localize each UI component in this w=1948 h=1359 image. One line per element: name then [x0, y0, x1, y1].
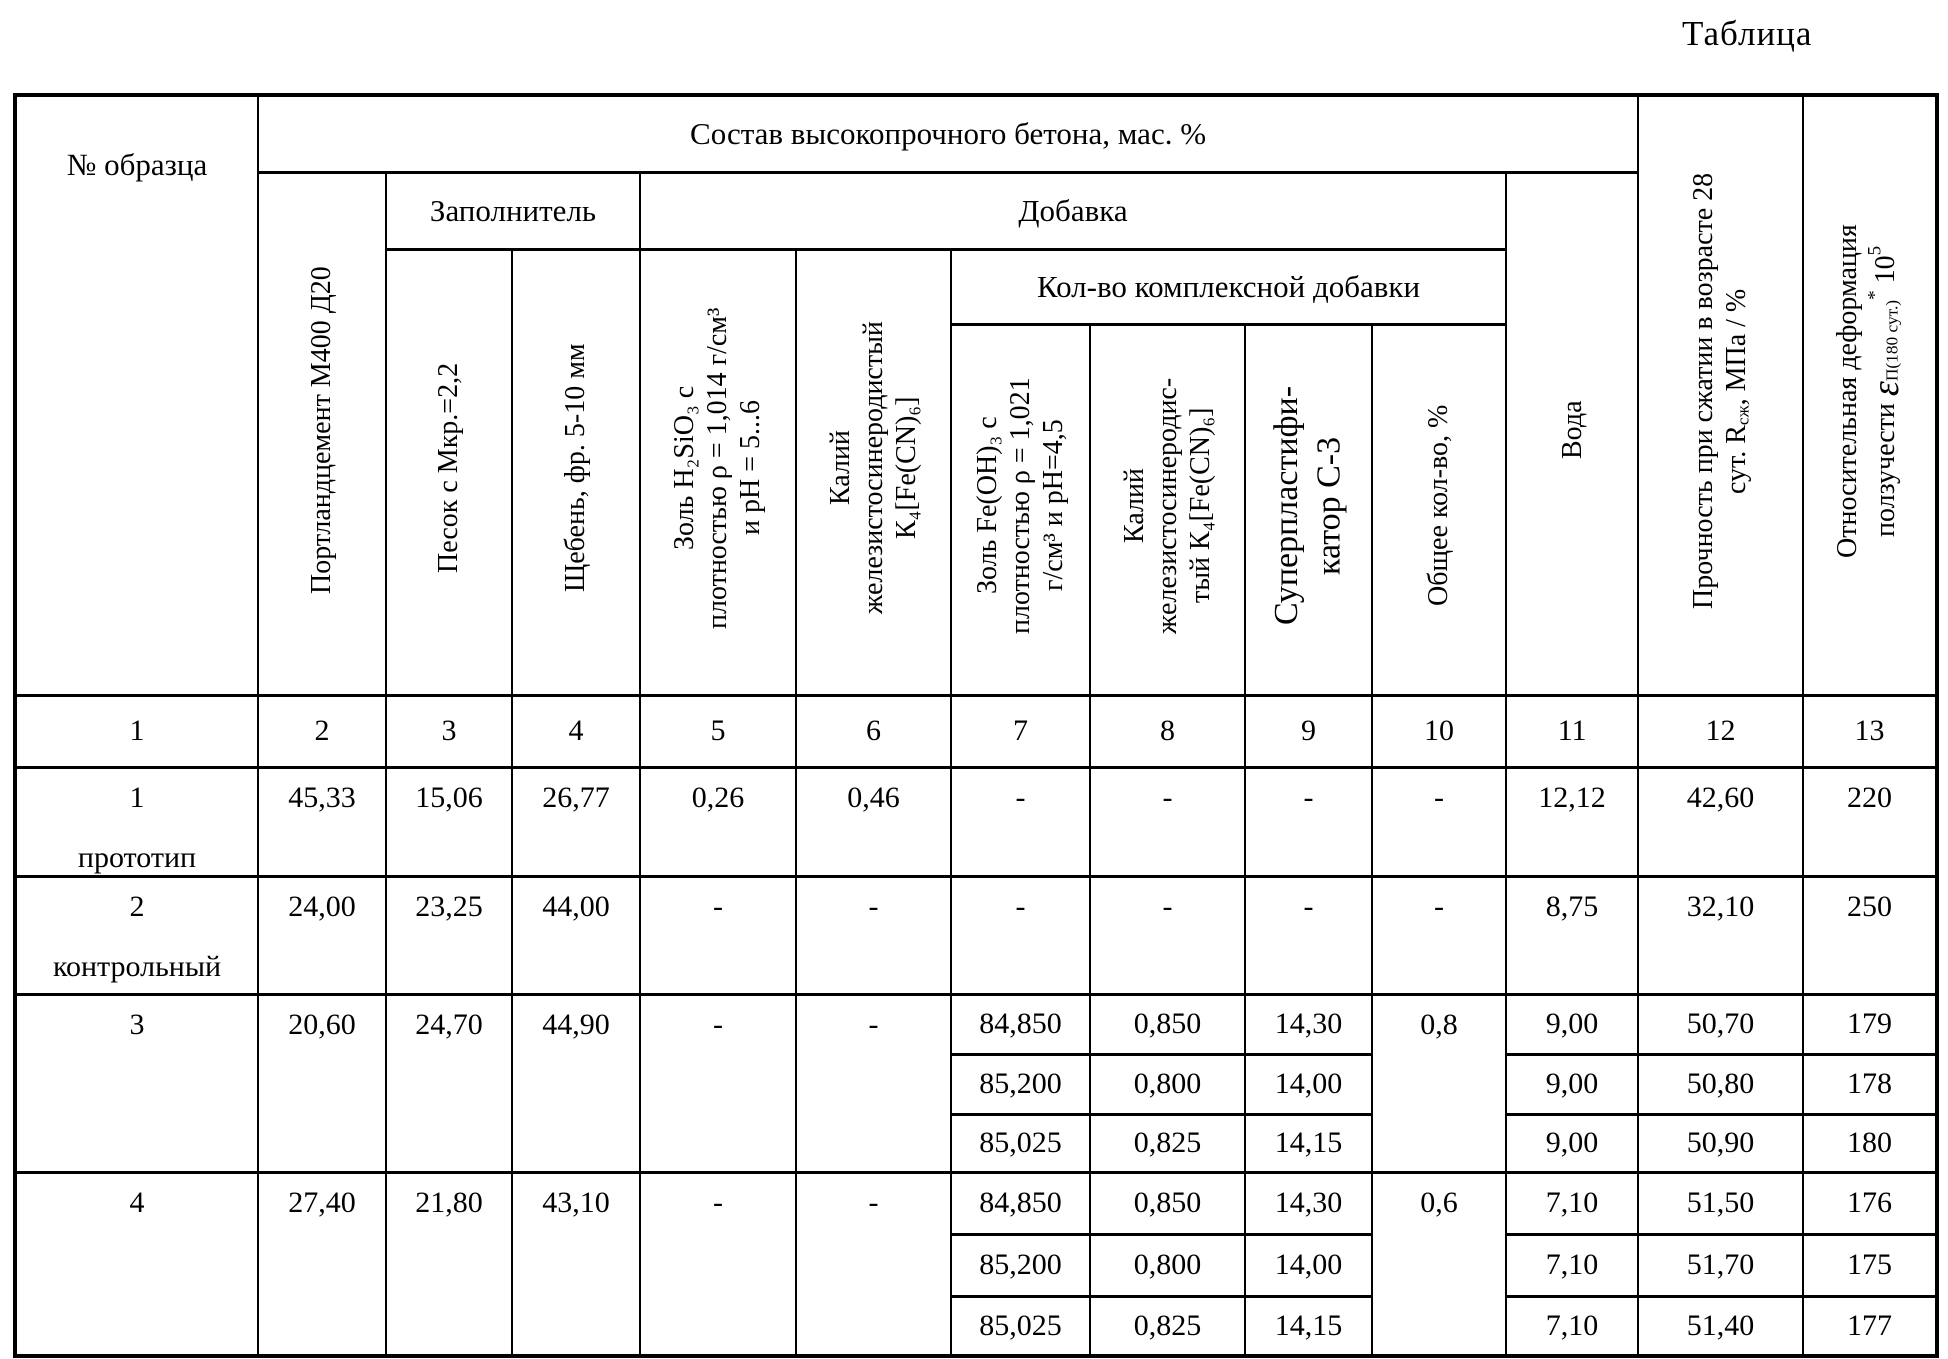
cell-r4s3-c9: 14,15: [1245, 1296, 1372, 1356]
cell-r3s1-c11: 9,00: [1506, 994, 1638, 1054]
cell-r3s2-c7: 85,200: [951, 1054, 1090, 1114]
potassium-ferrocyanide-2-text: Калий железистосинеродис- тый К₄[Fe(CN)₆]: [1118, 377, 1217, 634]
cell-r3s2-c11: 9,00: [1506, 1054, 1638, 1114]
row2-number: 2: [129, 889, 145, 923]
cell-r4s2-c12: 51,70: [1638, 1234, 1803, 1296]
col-header-portland-cement: [258, 172, 386, 695]
row2-word: контрольный: [52, 949, 222, 983]
group-header-aggregate: Заполнитель: [386, 172, 640, 249]
crushed-stone-text: Щебень, фр. 5-10 мм: [560, 343, 592, 593]
sand-text: Песок с Мкр.=2,2: [433, 362, 465, 574]
colnum-10: 10: [1372, 695, 1506, 767]
group-header-composition: Состав высокопрочного бетона, мас. %: [258, 95, 1638, 172]
cell-r3s1-c12: 50,70: [1638, 994, 1803, 1054]
cell-r1-c3: 15,06: [386, 767, 512, 876]
cell-r3-c2: 20,60: [258, 994, 386, 1172]
col-header-creep-text: [1831, 106, 1909, 676]
cell-r3s1-c13: 179: [1803, 994, 1937, 1054]
cell-r3s3-c8: 0,825: [1090, 1114, 1245, 1172]
cell-r1-c9: -: [1245, 767, 1372, 876]
cell-r2-c5: -: [640, 876, 796, 994]
cell-r4s1-c13: 176: [1803, 1172, 1937, 1234]
row3-number: 3: [129, 1007, 145, 1041]
cell-r3s1-c8: 0,850: [1090, 994, 1245, 1054]
cell-r1-c8: -: [1090, 767, 1245, 876]
data-row-2: [15, 876, 1937, 994]
cell-r1-c7: -: [951, 767, 1090, 876]
cell-r3-c10: 0,8: [1372, 994, 1506, 1172]
creep-text-part1: Относительная деформация ползучести: [1831, 224, 1901, 559]
cell-r2-c6: -: [796, 876, 951, 994]
cell-r3-c3: 24,70: [386, 994, 512, 1172]
cell-r3s2-c9: 14,00: [1245, 1054, 1372, 1114]
col-header-creep-deformation: [1803, 95, 1937, 695]
cell-r4-c3: 21,80: [386, 1172, 512, 1356]
cell-r2-c10: -: [1372, 876, 1506, 994]
row4-number: 4: [129, 1185, 145, 1219]
cell-r4s3-c13: 177: [1803, 1296, 1937, 1356]
column-numbers-row: [15, 695, 1937, 767]
cell-r3s3-c11: 9,00: [1506, 1114, 1638, 1172]
cell-r1-c13: 220: [1803, 767, 1937, 876]
cell-r2-c4: 44,00: [512, 876, 640, 994]
colnum-3: 3: [386, 695, 512, 767]
row1-number: 1: [129, 780, 145, 814]
colnum-1: 1: [15, 695, 258, 767]
cell-r2-c12: 32,10: [1638, 876, 1803, 994]
cell-r4s2-c8: 0,800: [1090, 1234, 1245, 1296]
cell-r3s3-c7: 85,025: [951, 1114, 1090, 1172]
cell-r3s1-c7: 84,850: [951, 994, 1090, 1054]
cell-r2-c7: -: [951, 876, 1090, 994]
cell-r1-c12: 42,60: [1638, 767, 1803, 876]
potassium-ferrocyanide-text: Калий железистосинеродистый К₄[Fe(CN)₆]: [824, 321, 923, 615]
group-header-complex-additive: Кол-во комплексной добавки: [951, 249, 1506, 324]
cell-r4s2-c9: 14,00: [1245, 1234, 1372, 1296]
row4-label: [15, 1172, 258, 1356]
cell-r2-c8: -: [1090, 876, 1245, 994]
cell-r4s3-c7: 85,025: [951, 1296, 1090, 1356]
cell-r2-c9: -: [1245, 876, 1372, 994]
cell-r1-c5: 0,26: [640, 767, 796, 876]
col-header-water: [1506, 172, 1638, 695]
cell-r1-c11: 12,12: [1506, 767, 1638, 876]
cell-r4s1-c11: 7,10: [1506, 1172, 1638, 1234]
creep-asterisk: *: [1864, 290, 1886, 300]
colnum-12: 12: [1638, 695, 1803, 767]
water-text: Вода: [1556, 400, 1588, 459]
cell-r3s2-c13: 178: [1803, 1054, 1937, 1114]
row3-label: [15, 994, 258, 1172]
cell-r4s2-c11: 7,10: [1506, 1234, 1638, 1296]
cell-r2-c2: 24,00: [258, 876, 386, 994]
col-header-sand: [386, 249, 512, 695]
total-amount-text: Общее кол-во, %: [1423, 404, 1455, 607]
header-row-a: [15, 95, 1937, 172]
cell-r1-c10: -: [1372, 767, 1506, 876]
colnum-8: 8: [1090, 695, 1245, 767]
col-header-strength: [1638, 95, 1803, 695]
iron-hydroxide-sol-text: Золь Fe(OH)₃ с плотностью ρ = 1,021 г/см³ и рН=4,5: [971, 377, 1070, 634]
cell-r4-c6: -: [796, 1172, 951, 1356]
superplasticizer-text: Суперпластифи- катор С-3: [1268, 385, 1348, 626]
cell-r4s1-c12: 51,50: [1638, 1172, 1803, 1234]
cell-r4-c10: 0,6: [1372, 1172, 1506, 1356]
colnum-9: 9: [1245, 695, 1372, 767]
cell-r3s3-c13: 180: [1803, 1114, 1937, 1172]
cell-r4s1-c7: 84,850: [951, 1172, 1090, 1234]
document-title: Таблица: [1682, 14, 1813, 53]
cell-r3s2-c8: 0,800: [1090, 1054, 1245, 1114]
col-header-strength-text: [1687, 106, 1754, 676]
cell-r3s3-c12: 50,90: [1638, 1114, 1803, 1172]
cell-r3s3-c9: 14,15: [1245, 1114, 1372, 1172]
col-header-total-amount: [1372, 324, 1506, 695]
cell-r2-c13: 250: [1803, 876, 1937, 994]
colnum-7: 7: [951, 695, 1090, 767]
creep-text-part2: 10: [1869, 255, 1901, 291]
data-row-4-sub1: [15, 1172, 1937, 1234]
cell-r3-c5: -: [640, 994, 796, 1172]
strength-subscript: сж: [1733, 405, 1753, 425]
col-header-sample-number: № образца: [15, 95, 258, 695]
strength-text-part1: Прочность при сжатии в возрасте 28 сут. R: [1688, 173, 1753, 610]
colnum-11: 11: [1506, 695, 1638, 767]
creep-superscript: 5: [1864, 245, 1886, 256]
col-header-crushed-stone: [512, 249, 640, 695]
cell-r1-c2: 45,33: [258, 767, 386, 876]
cell-r4-c4: 43,10: [512, 1172, 640, 1356]
colnum-5: 5: [640, 695, 796, 767]
concrete-composition-table: [13, 93, 1939, 1358]
cell-r4s2-c13: 175: [1803, 1234, 1937, 1296]
cell-r4s3-c8: 0,825: [1090, 1296, 1245, 1356]
cell-r4s2-c7: 85,200: [951, 1234, 1090, 1296]
data-row-1: [15, 767, 1937, 876]
col-header-silica-sol: [640, 249, 796, 695]
strength-text-part2: , МПа / %: [1721, 288, 1753, 406]
cell-r4s1-c8: 0,850: [1090, 1172, 1245, 1234]
cell-r1-c6: 0,46: [796, 767, 951, 876]
cell-r2-c11: 8,75: [1506, 876, 1638, 994]
row1-label: [15, 767, 258, 876]
colnum-6: 6: [796, 695, 951, 767]
cell-r3s1-c9: 14,30: [1245, 994, 1372, 1054]
col-header-potassium-ferrocyanide: [796, 249, 951, 695]
col-header-potassium-ferrocyanide-2: [1090, 324, 1245, 695]
cell-r3s2-c12: 50,80: [1638, 1054, 1803, 1114]
cell-r1-c4: 26,77: [512, 767, 640, 876]
cell-r3-c4: 44,90: [512, 994, 640, 1172]
cell-r2-c3: 23,25: [386, 876, 512, 994]
col-header-superplasticizer: [1245, 324, 1372, 695]
portland-cement-text: Портландцемент М400 Д20: [306, 265, 338, 594]
group-header-additive: Добавка: [640, 172, 1506, 249]
epsilon-symbol: ε: [1864, 380, 1907, 396]
silica-sol-text: Золь H₂SiO₃ с плотностью ρ = 1,014 г/см³ и рН = 5...6: [669, 307, 767, 629]
data-row-3-sub1: [15, 994, 1937, 1054]
col-header-iron-hydroxide-sol: [951, 324, 1090, 695]
row1-word: прототип: [77, 840, 197, 874]
cell-r3-c6: -: [796, 994, 951, 1172]
creep-subscript: П(180 сут.): [1882, 299, 1902, 381]
cell-r4s3-c12: 51,40: [1638, 1296, 1803, 1356]
colnum-4: 4: [512, 695, 640, 767]
colnum-2: 2: [258, 695, 386, 767]
cell-r4-c2: 27,40: [258, 1172, 386, 1356]
cell-r4s1-c9: 14,30: [1245, 1172, 1372, 1234]
cell-r4s3-c11: 7,10: [1506, 1296, 1638, 1356]
row2-label: [15, 876, 258, 994]
colnum-13: 13: [1803, 695, 1937, 767]
cell-r4-c5: -: [640, 1172, 796, 1356]
